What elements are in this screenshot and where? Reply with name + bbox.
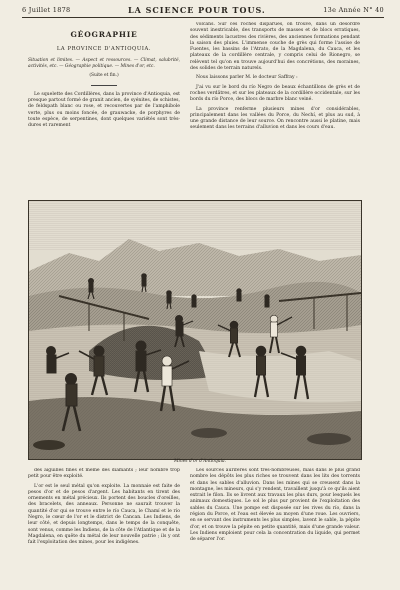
- paragraph: L'or est le seul métal qu'on exploite. La monnaie est faite de pesos d'or et de pesos d'argent. Les habitants en tirent des ornements en métal précieux. Ils portent des boucles d'oreilles, des bracelets, des anneaux. Personne ne saurait trouver la quantité d'or qui se trouve entre le río Cauca, le Chamí et le río Negro, le cœur de l'or et le district de Cancan. Les Indiens, de leur côté, et depuis longtemps, dans le temps de la conquête, sont venus, comme les Indiens, de la côte de l'Atlantique et de la Magdalena, en quête du métal de leur nouvelle patrie ; ils y ont fait l'exploitation des mines, pour les indigènes.: [28, 483, 180, 546]
- paragraph: volcans. Sur ces roches disparues, on trouve, dans un désordre souvent inextricable, des transports de masses et de blocs erratiques, des sédiments lacustres des rivières, des anciennes formations pendant la saison des pluies. L'immense couche de grès qui forme l'assise de Fuentes, les bassins de l'Atrato, de la Magdalena, du Cauca, et les plateaux de la cordillère centrale, y compris celui de Rionegro, se relèvent tel qu'on en trouve aujourd'hui des concrétions, des moraines, des solides de terrain naturels.: [190, 22, 360, 72]
- paragraph: Nous laissons parler M. le docteur Saffray :: [196, 75, 298, 81]
- paragraph: J'ai vu sur le bord du río Negro de beaux échantillons de grès et de roches verdâtres, et sur les plateaux de la cordillère occidentale, sur les bords du río Porce, des blocs de marbre blanc veiné.: [190, 84, 360, 103]
- section-title: GÉOGRAPHIE: [70, 30, 138, 39]
- right-column-bottom: [190, 468, 360, 580]
- article-summary: Situation et limites. — Aspect et ressources. — Climat, salubrité, activités, etc. — Géographie politique. — Mines d'or, etc.: [28, 57, 180, 69]
- left-column-bottom: [28, 468, 180, 580]
- illustration-caption: Mines d'or d'Antioquia.: [173, 459, 226, 464]
- header-date: 6 Juillet 1878: [22, 6, 71, 14]
- engraving-svg: [29, 201, 361, 459]
- page-header: [22, 4, 384, 16]
- paragraph: Les sources aurifères sont très-nombreuses, mais dans le plus grand nombre les dépôts les plus riches se trouvent dans les lits des torrents et dans les sables d'alluvion. Dans les mines qui se creusent dans la montagne, les mineurs, qui s'y rendent, travaillent jusqu'à ce qu'ils aient extrait le filon. Ils se livrent aux travaux les plus durs, pour lesquels les animaux domestiques. Le sol le plus pur provient de l'exploitation des sables du Cauca. Une pompe est disposée sur les rives du río, dans la région du Porce, et l'eau est élevée au moyen d'une roue. Les ouvriers, en se servant des instruments les plus simples, lavent le sable, la pépite d'or, et on trouve la pépite en petite quantité, mais d'une grande valeur. Les Indiens emploient pour cela la concentration du liquide, qui permet de séparer l'or.: [190, 468, 360, 543]
- article-title: LA PROVINCE D'ANTIOQUIA.: [56, 46, 152, 53]
- paragraph: Le squelette des Cordillères, dans la province d'Antioquia, est presque partout formé de granit ancien, de syénites, de schistes, de feldspath blanc ou rose, et recouvertes par de l'amphibole verte, plus ou moins foncée, de grauwacke, de porphyres de toute espèce, de serpentines, dont quelques variétés sont très-dures et rarement: [28, 91, 180, 129]
- left-column-top: [28, 22, 180, 192]
- divider: [91, 85, 117, 86]
- header-rule: [22, 17, 384, 18]
- paragraph: La province renferme plusieurs mines d'or considérables, principalement dans les vallées du Porce, du Nechí, et plus au sud, à une grande distance de leur source. On rencontre aussi le platine, mais seulement dans les terrains d'alluvion et dans les cours d'eau.: [190, 106, 360, 131]
- article-suite: (Suite et fin.): [89, 72, 119, 78]
- journal-title: LA SCIENCE POUR TOUS.: [127, 5, 266, 15]
- header-issue: 13e Année N° 40: [323, 6, 384, 14]
- right-column-top: [190, 22, 360, 192]
- illustration-gold-mines: [28, 200, 362, 460]
- paragraph: des aiguilles fines et même des diamants ; leur nombre trop petit pour être exploité.: [28, 468, 180, 480]
